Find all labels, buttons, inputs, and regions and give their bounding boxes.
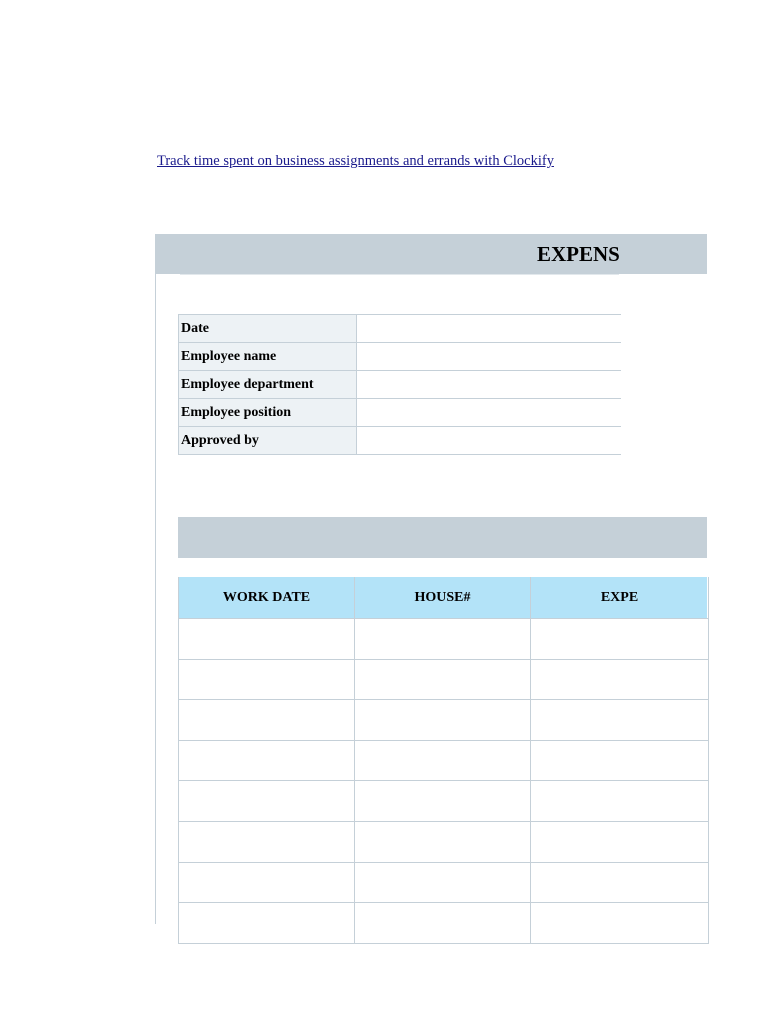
table-cell[interactable]	[355, 903, 531, 944]
table-cell[interactable]	[355, 700, 531, 741]
table-row	[179, 903, 709, 944]
table-cell[interactable]	[355, 619, 531, 660]
table-cell[interactable]	[531, 659, 709, 700]
section-band	[178, 517, 707, 558]
table-cell[interactable]	[179, 700, 355, 741]
table-cell[interactable]	[355, 781, 531, 822]
table-cell[interactable]	[531, 619, 709, 660]
table-row	[179, 740, 709, 781]
table-cell[interactable]	[531, 903, 709, 944]
table-cell[interactable]	[531, 781, 709, 822]
title-band	[155, 234, 707, 274]
info-value-date[interactable]	[357, 315, 622, 343]
table-cell[interactable]	[531, 862, 709, 903]
table-cell[interactable]	[179, 862, 355, 903]
table-row	[179, 821, 709, 862]
table-row	[179, 862, 709, 903]
table-cell[interactable]	[179, 740, 355, 781]
table-cell[interactable]	[179, 781, 355, 822]
table-cell[interactable]	[179, 619, 355, 660]
table-cell[interactable]	[531, 821, 709, 862]
form-left-border	[155, 274, 156, 924]
table-cell[interactable]	[355, 659, 531, 700]
info-row-employee-position	[179, 399, 622, 427]
info-label-approved-by: Approved by	[179, 427, 357, 455]
table-cell[interactable]	[531, 740, 709, 781]
info-row-employee-name	[179, 343, 622, 371]
table-cell[interactable]	[355, 821, 531, 862]
expense-table-header-row	[179, 577, 709, 619]
info-value-employee-department[interactable]	[357, 371, 622, 399]
table-row	[179, 781, 709, 822]
info-label-employee-name: Employee name	[179, 343, 357, 371]
clockify-link[interactable]: Track time spent on business assignments and errands with Clockify	[157, 153, 554, 169]
info-label-employee-position: Employee position	[179, 399, 357, 427]
column-header-expense: EXPE	[531, 577, 709, 619]
table-cell[interactable]	[531, 700, 709, 741]
info-row-approved-by	[179, 427, 622, 455]
form-title: EXPENS	[537, 242, 620, 266]
info-value-approved-by[interactable]	[357, 427, 622, 455]
info-label-employee-department: Employee department	[179, 371, 357, 399]
table-row	[179, 659, 709, 700]
expense-table	[178, 577, 709, 944]
column-header-work-date: WORK DATE	[179, 577, 355, 619]
table-cell[interactable]	[355, 740, 531, 781]
table-cell[interactable]	[179, 659, 355, 700]
table-row	[179, 619, 709, 660]
info-row-date	[179, 315, 622, 343]
employee-info-table	[178, 314, 621, 455]
info-label-date: Date	[179, 315, 357, 343]
table-cell[interactable]	[179, 821, 355, 862]
table-row	[179, 700, 709, 741]
table-cell[interactable]	[355, 862, 531, 903]
table-cell[interactable]	[179, 903, 355, 944]
title-divider	[180, 274, 619, 275]
info-value-employee-position[interactable]	[357, 399, 622, 427]
expense-table-viewport	[178, 577, 639, 924]
column-header-house: HOUSE#	[355, 577, 531, 619]
info-value-employee-name[interactable]	[357, 343, 622, 371]
info-row-employee-department	[179, 371, 622, 399]
